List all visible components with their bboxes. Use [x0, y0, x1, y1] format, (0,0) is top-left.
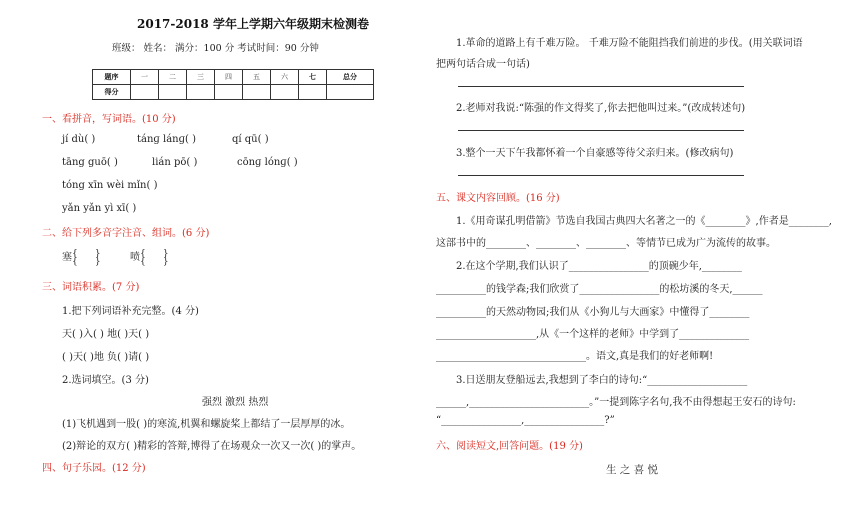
question-text: 2.老师对我说:“陈强的作文得奖了,你去把他叫过来。”(改成转述句) [456, 103, 746, 114]
word-choices: 强烈 激烈 热烈 [202, 397, 269, 408]
pinyin-item: tánɡ lánɡ( ) [137, 134, 196, 145]
score-table-cell: 总分 [327, 70, 374, 85]
score-table-cell: 一 [131, 70, 159, 85]
question-text: 把两句话合成一句话) [436, 59, 530, 70]
pinyin-item: lián pō( ) [152, 157, 198, 168]
brace-icon: { } { } [72, 248, 101, 267]
passage-title: 生 之 喜 悦 [606, 464, 659, 476]
question-text: 1.革命的道路上有千难万险。 千难万险不能阻挡我们前进的步伐。(用关联词语 [456, 38, 803, 49]
section-heading: 三、词语积累。(7 分) [42, 282, 140, 293]
question-text: (2)辩论的双方( )精彩的答辩,博得了在场观众一次又一次( )的掌声。 [62, 441, 362, 452]
question-text: __________的天然动物园;我们从《小狗儿与大画家》中懂得了________ [436, 307, 750, 318]
question-text: ______________________________。语文,真是我们的好老师啊! [436, 351, 714, 362]
score-input-cell[interactable] [243, 85, 271, 100]
pinyin-item: tāng guō( ) [62, 157, 118, 168]
question-text: 3.日送朋友登船远去,我想到了李白的诗句:“____________________ [456, 375, 748, 386]
pinyin-item: jí dù( ) [62, 134, 96, 145]
brace-icon: { } { } [140, 248, 169, 267]
score-input-cell[interactable] [327, 85, 374, 100]
pinyin-item: tóng xīn wèi mǐn( ) [62, 180, 158, 191]
score-table-cell: 得分 [93, 85, 131, 100]
score-table-cell: 四 [215, 70, 243, 85]
score-table-cell: 二 [159, 70, 187, 85]
score-input-cell[interactable] [299, 85, 327, 100]
score-table-cell: 五 [243, 70, 271, 85]
section-heading: 六、阅读短文,回答问题。(19 分) [436, 441, 583, 452]
score-input-cell[interactable] [271, 85, 299, 100]
page-title: 2017-2018 学年上学期六年级期末检测卷 [137, 17, 369, 31]
pinyin-item: cōnɡ lónɡ( ) [237, 157, 298, 168]
polyphone-char: 喷 [130, 252, 140, 263]
question-text: (1)飞机遇到一股( )的寒流,机翼和螺旋桨上都结了一层厚厚的冰。 [62, 419, 351, 430]
polyphone-item [130, 248, 169, 266]
section-heading: 二、给下列多音字注音、组词。(6 分) [42, 228, 210, 239]
score-input-cell[interactable] [131, 85, 159, 100]
score-input-cell[interactable] [187, 85, 215, 100]
question-text: ( )天( )地 负( )请( ) [62, 352, 150, 363]
question-text: 1.《用奇谋孔明借箭》节选自我国古典四大名著之一的《________》,作者是________, [456, 216, 832, 227]
polyphone-char: 塞 [62, 252, 72, 263]
section-heading: 一、看拼音，写词语。(10 分) [42, 114, 176, 125]
score-table-cell: 题序 [93, 70, 131, 85]
answer-line[interactable] [458, 130, 744, 131]
question-text: 1.把下列词语补充完整。(4 分) [62, 306, 199, 317]
score-table-cell: 六 [271, 70, 299, 85]
score-table [92, 69, 374, 100]
section-heading: 四、句子乐园。(12 分) [42, 463, 146, 474]
score-table-cell: 七 [299, 70, 327, 85]
polyphone-item [62, 248, 101, 266]
score-table-cell: 三 [187, 70, 215, 85]
question-text: “________________,________________?” [436, 415, 615, 426]
question-text: 2.选词填空。(3 分) [62, 375, 149, 386]
pinyin-item: qí qū( ) [232, 134, 269, 145]
section-heading: 五、课文内容回顾。(16 分) [436, 193, 560, 204]
question-text: 3.整个一天下午我都怀着一个自豪感等待父亲归来。(修改病句) [456, 148, 734, 159]
answer-line[interactable] [458, 86, 744, 87]
score-input-cell[interactable] [159, 85, 187, 100]
answer-line[interactable] [458, 175, 744, 176]
question-text: 这部书中的________、________、________、等情节已成为广为流传的故事。 [436, 238, 776, 249]
exam-info: 班级： 姓名： 满分：100 分 考试时间：90 分钟 [112, 43, 319, 54]
question-text: 2.在这个学期,我们认识了________________的顶碗少年,________ [456, 261, 742, 272]
score-input-cell[interactable] [215, 85, 243, 100]
pinyin-item: yǎn yǎn yì xī( ) [62, 203, 137, 214]
question-text: __________的钱学森;我们欣赏了________________的松坊溪的冬天,______ [436, 284, 763, 295]
question-text: 天( )入( ) 地( )天( ) [62, 329, 150, 340]
question-text: ____________________,从《一个这样的老师》中学到了______________ [436, 329, 750, 340]
question-text: ______,________________________。”一提到陈字名句,我不由得想起王安石的诗句: [436, 397, 796, 408]
